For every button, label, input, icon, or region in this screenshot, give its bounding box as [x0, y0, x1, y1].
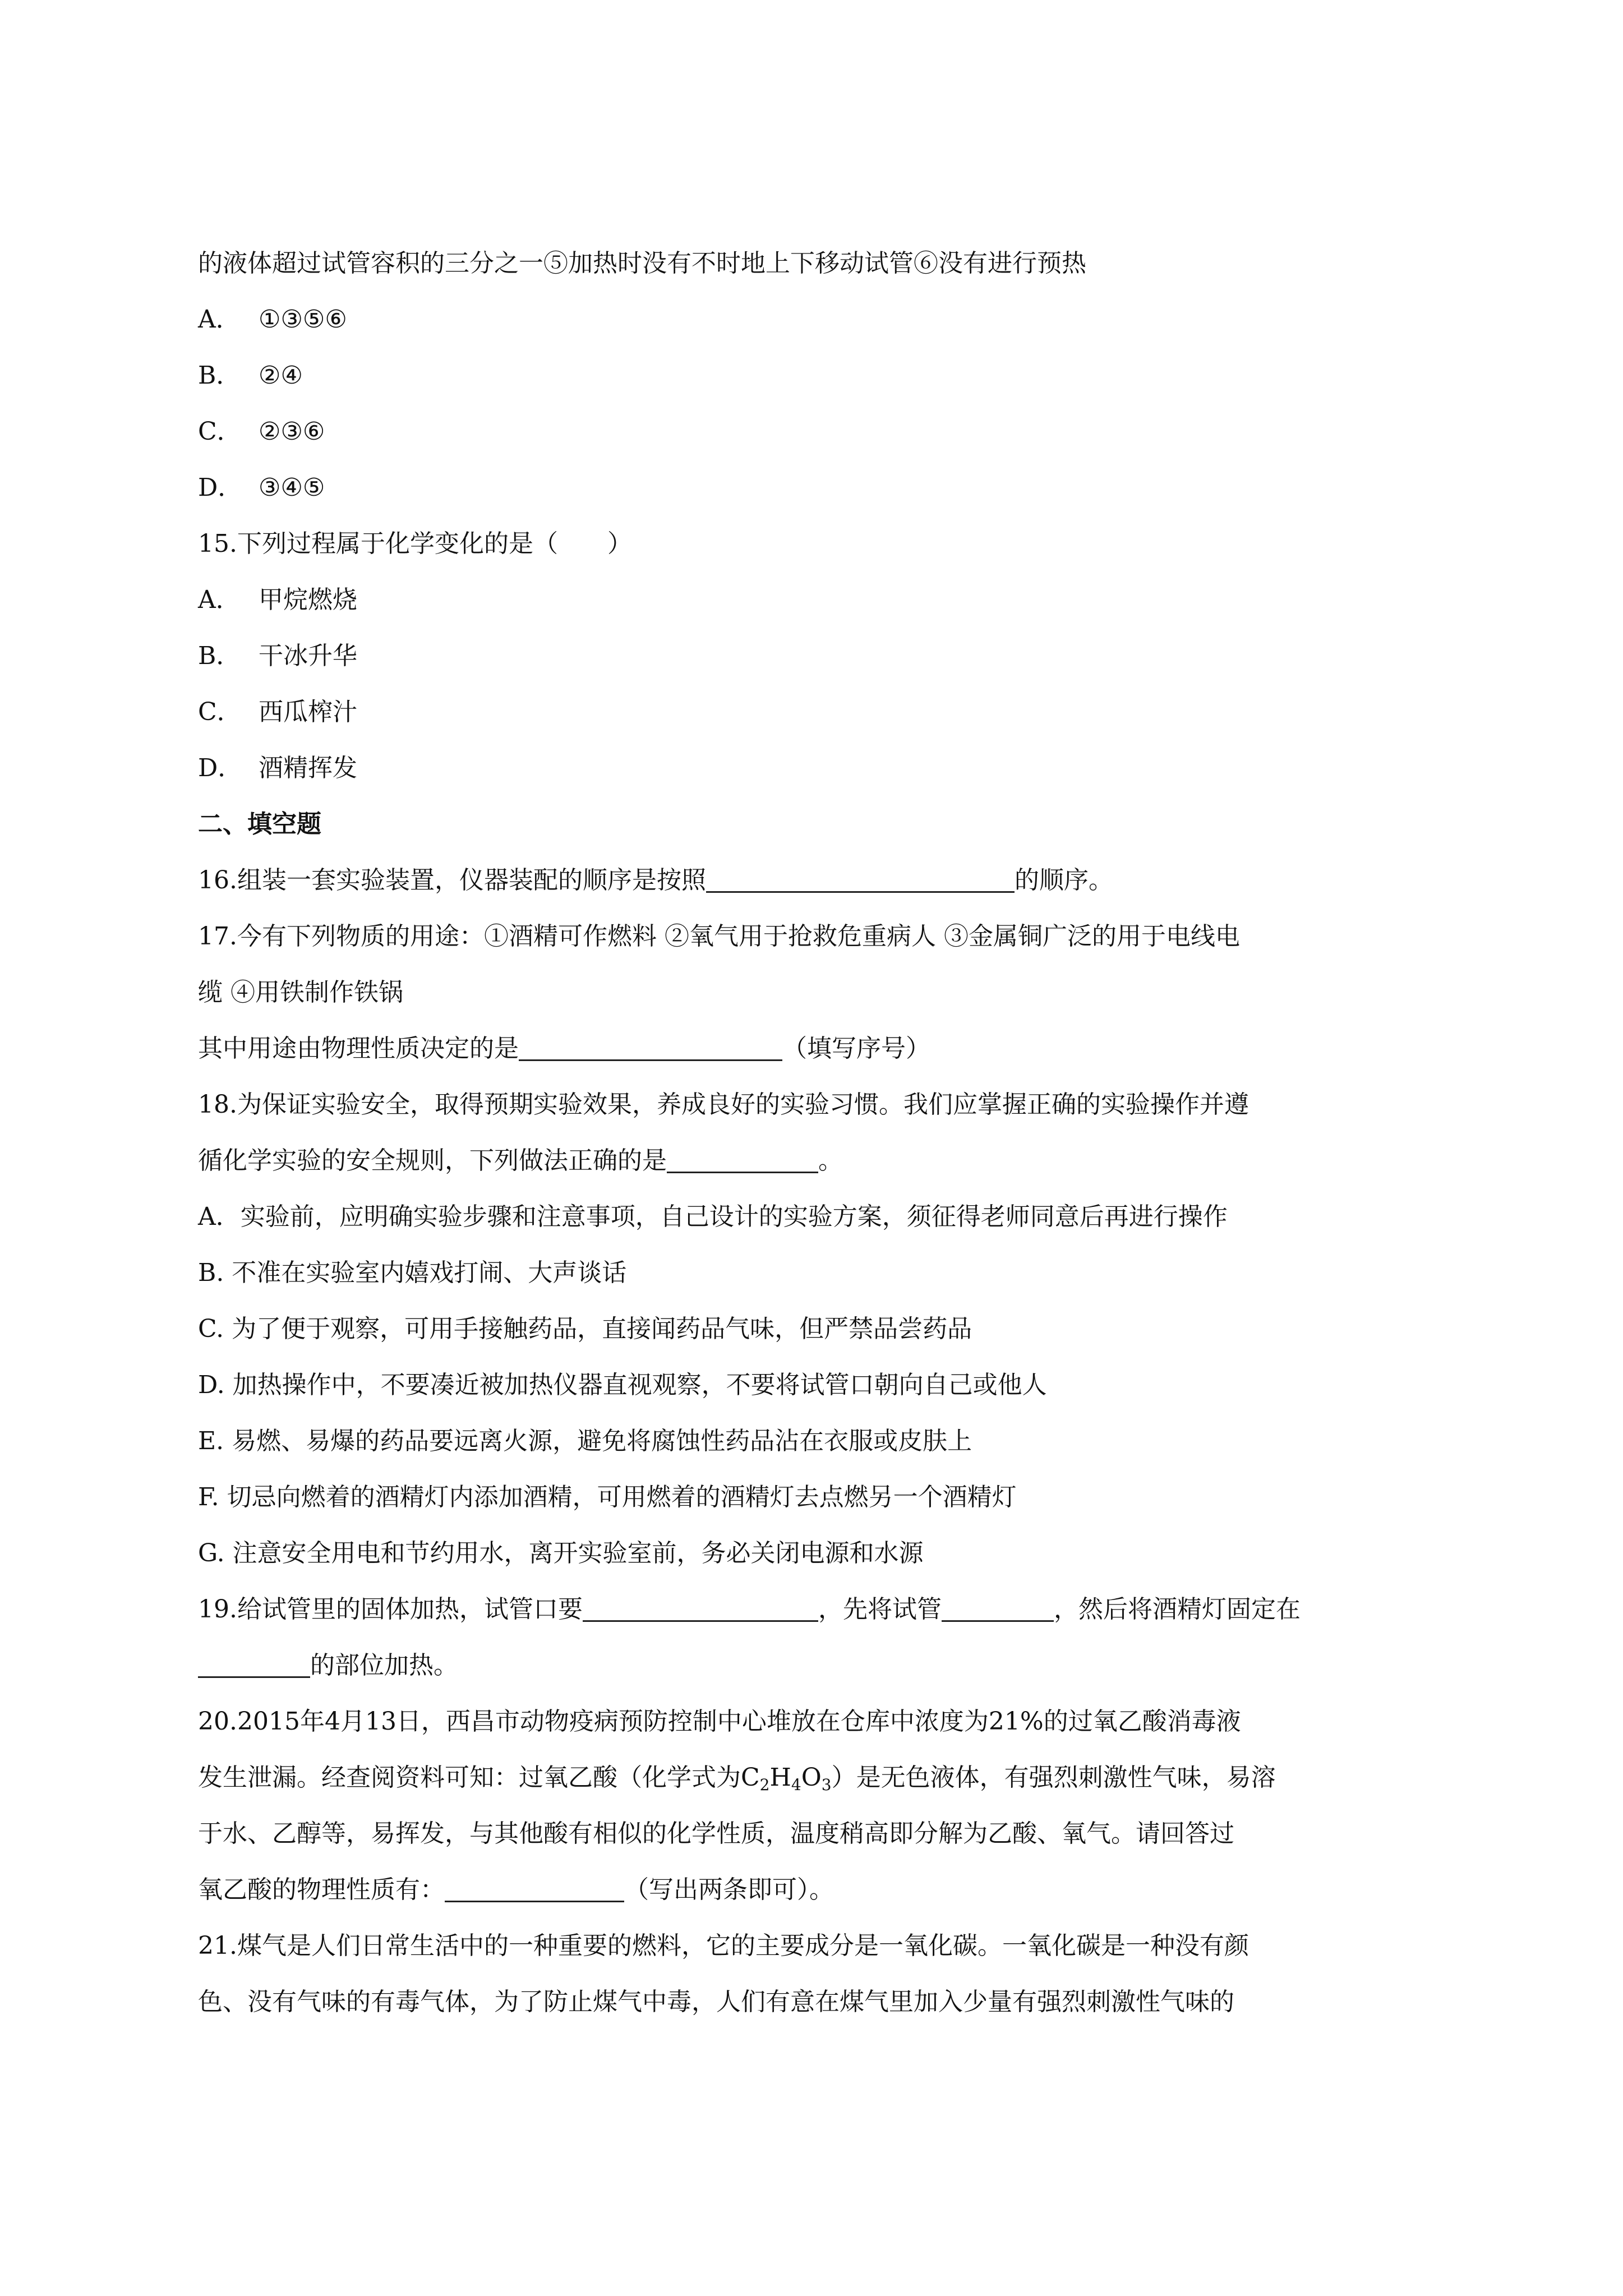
- option-text: ③④⑤: [259, 473, 325, 502]
- q21-line-2: 色、没有气味的有毒气体，为了防止煤气中毒，人们有意在煤气里加入少量有强烈刺激性气味的: [198, 1988, 1234, 2016]
- q18-option-e: E. 易燃、易爆的药品要远离火源，避免将腐蚀性药品沾在衣服或皮肤上: [198, 1427, 972, 1455]
- q19-part-4: 的部位加热。: [310, 1651, 458, 1680]
- q15-option-a: [198, 583, 1432, 617]
- q18-option-a: A．实验前，应明确实验步骤和注意事项，自己设计的实验方案，须征得老师同意后再进行操作: [198, 1202, 1228, 1231]
- q18-option-g: G. 注意安全用电和节约用水，离开实验室前，务必关闭电源和水源: [198, 1539, 924, 1567]
- q20-line-1: 20.2015年4月13日，西昌市动物疫病预防控制中心堆放在仓库中浓度为21%的过氧乙酸消毒液: [198, 1707, 1241, 1736]
- q17-line-1: 17.今有下列物质的用途：①酒精可作燃料 ②氧气用于抢救危重病人 ③金属铜广泛的用于电线电: [198, 922, 1240, 951]
- q18-line-1: 18.为保证实验安全，取得预期实验效果，养成良好的实验习惯。我们应掌握正确的实验操作并遵: [198, 1090, 1249, 1119]
- q21-line-1: 21.煤气是人们日常生活中的一种重要的燃料，它的主要成分是一氧化碳。一氧化碳是一种没有颜: [198, 1931, 1249, 1960]
- q20-text-before: 氧乙酸的物理性质有：: [198, 1875, 445, 1904]
- q18-option-b: B. 不准在实验室内嬉戏打闹、大声谈话: [198, 1258, 627, 1287]
- q19-part-1: 19.给试管里的固体加热，试管口要: [198, 1595, 583, 1624]
- option-text: 西瓜榨汁: [259, 698, 357, 726]
- q20-text-after: （写出两条即可）。: [624, 1875, 834, 1904]
- q16-text-before: 16.组装一套实验装置，仪器装配的顺序是按照: [198, 866, 706, 895]
- option-text: ①③⑤⑥: [259, 305, 347, 334]
- section-title: 二、填空题: [198, 810, 321, 838]
- q18-text-before: 循化学实验的安全规则，下列做法正确的是: [198, 1146, 667, 1175]
- q16-text-after: 的顺序。: [1014, 866, 1113, 895]
- q17-line-2: 缆 ④用铁制作铁锅: [198, 978, 403, 1007]
- option-text: ②③⑥: [259, 417, 325, 446]
- q19-part-3: ，然后将酒精灯固定在: [1053, 1595, 1301, 1624]
- q14-option-d: [198, 471, 1432, 505]
- q18-line-2: [198, 1144, 1432, 1178]
- answer-blank[interactable]: [706, 865, 1015, 893]
- option-label: C．: [198, 417, 242, 446]
- option-label: A．: [198, 585, 241, 614]
- q18-text-after: 。: [818, 1146, 843, 1175]
- q20-line-3: 于水、乙醇等，易挥发，与其他酸有相似的化学性质，温度稍高即分解为乙酸、氧气。请回答过: [198, 1819, 1234, 1848]
- answer-blank[interactable]: [667, 1146, 818, 1173]
- q15-option-b: [198, 639, 1432, 673]
- option-label: B．: [198, 361, 241, 390]
- q14-option-c: [198, 415, 1432, 449]
- q19-line-1: [198, 1593, 1432, 1626]
- chemical-formula: $C_2H_4O_3$: [741, 1763, 832, 1794]
- q18-option-f: F. 切忌向燃着的酒精灯内添加酒精，可用燃着的酒精灯去点燃另一个酒精灯: [198, 1483, 1017, 1511]
- option-label: C．: [198, 698, 242, 726]
- q14-stem-tail: 的液体超过试管容积的三分之一⑤加热时没有不时地上下移动试管⑥没有进行预热: [198, 249, 1086, 278]
- option-label: B．: [198, 642, 241, 670]
- q15-option-d: [198, 751, 1432, 785]
- q18-option-d: D. 加热操作中，不要凑近被加热仪器直视观察，不要将试管口朝向自己或他人: [198, 1371, 1047, 1399]
- answer-blank[interactable]: [583, 1594, 818, 1622]
- q19-part-2: ，先将试管: [818, 1595, 942, 1624]
- option-text: 酒精挥发: [259, 754, 357, 782]
- q20-line-2: [198, 1761, 1432, 1795]
- q20-text-after: ）是无色液体，有强烈刺激性气味，易溶: [831, 1763, 1276, 1792]
- q20-line-4: [198, 1873, 1432, 1907]
- q14-option-a: [198, 303, 1432, 336]
- q15-option-c: [198, 695, 1432, 729]
- q18-option-c: C. 为了便于观察，可用手接触药品，直接闻药品气味，但严禁品尝药品: [198, 1315, 972, 1343]
- option-label: D．: [198, 754, 243, 782]
- answer-blank[interactable]: [942, 1594, 1054, 1622]
- option-text: 甲烷燃烧: [259, 585, 357, 614]
- q17-line-3: [198, 1032, 1432, 1066]
- option-label: A．: [198, 305, 241, 334]
- answer-blank[interactable]: [519, 1034, 782, 1061]
- q15-stem: 15.下列过程属于化学变化的是（ ）: [198, 529, 632, 558]
- answer-blank[interactable]: [198, 1650, 310, 1678]
- option-text: ②④: [259, 361, 303, 390]
- q16-line: [198, 864, 1432, 897]
- q20-text-before: 发生泄漏。经查阅资料可知：过氧乙酸（化学式为: [198, 1763, 741, 1792]
- option-text: 干冰升华: [259, 642, 357, 670]
- q17-text-after: （填写序号）: [782, 1034, 930, 1063]
- answer-blank[interactable]: [445, 1875, 624, 1902]
- option-label: D．: [198, 473, 243, 502]
- q19-line-2: [198, 1649, 1432, 1682]
- q14-option-b: [198, 359, 1432, 393]
- q17-text-before: 其中用途由物理性质决定的是: [198, 1034, 519, 1063]
